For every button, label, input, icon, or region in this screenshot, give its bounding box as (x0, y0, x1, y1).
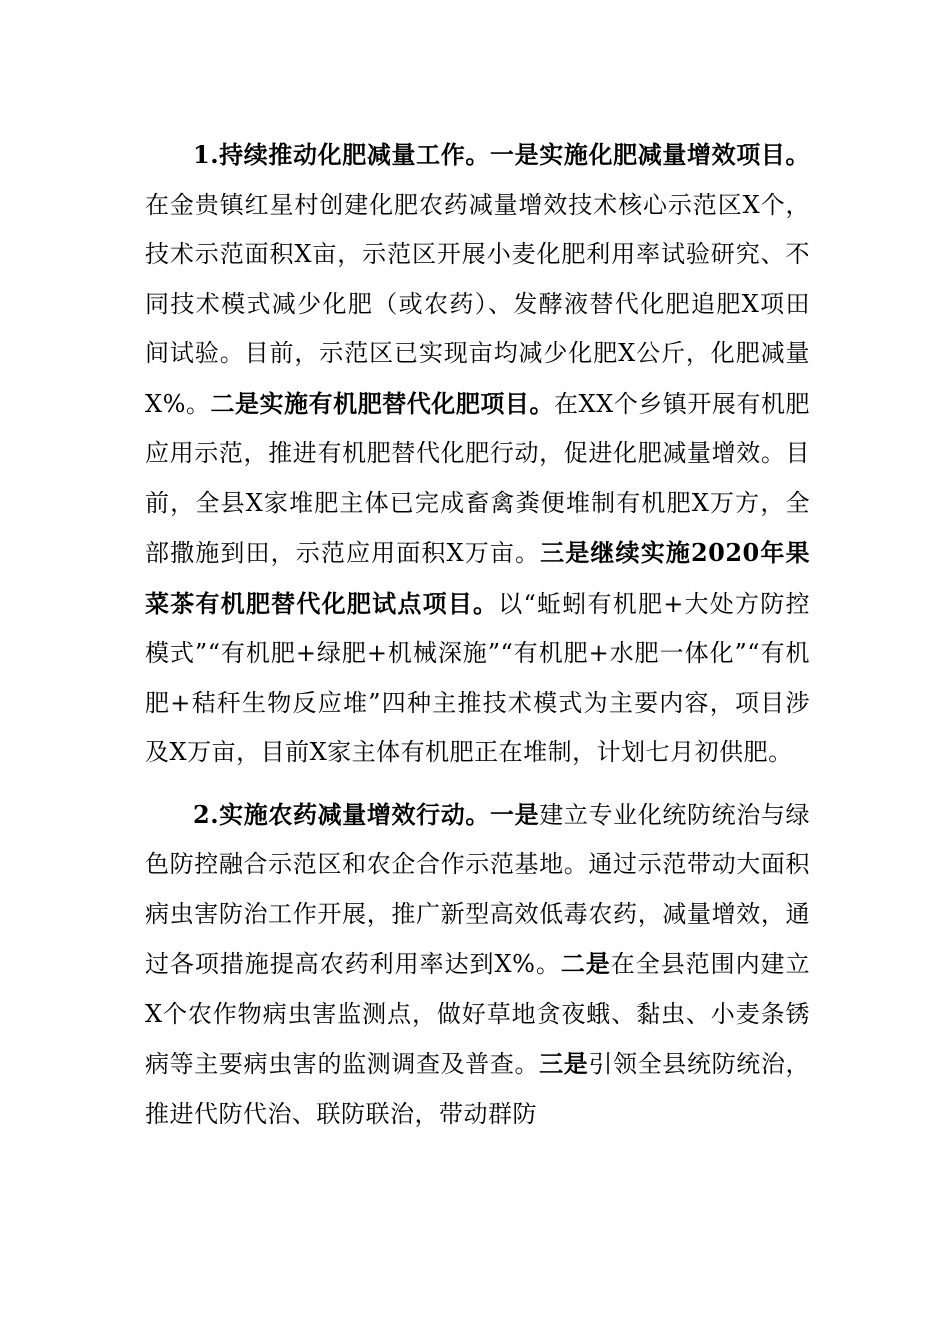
body-text: 以“蚯蚓有机肥+大处方防控模式”“有机肥+绿肥+机械深施”“有机肥+水肥一体化”“有机肥+秸秆生物反应堆”四种主推技术模式为主要内容，项目涉及X万亩，目前X家主体有机肥正在堆制，计划七月初供肥。 (145, 589, 810, 766)
body-text: 引领全县统防统治，推进代防代治、联防联治，带动群防 (145, 1050, 811, 1128)
heading-fertilizer-reduction: 1.持续推动化肥减量工作。一是实施化肥减量增效项目。 (193, 140, 810, 169)
subheading-second: 二是 (560, 949, 611, 978)
paragraph-pesticide-reduction (145, 790, 810, 1140)
body-text: 在XX个乡镇开展有机肥应用示范，推进有机肥替代化肥行动，促进化肥减量增效。目前，全县X家堆肥主体已完成畜禽粪便堆制有机肥X万方，全部撒施到田，示范应用面积X万亩。 (145, 389, 811, 567)
body-text: 在全县范围内建立X个农作物病虫害监测点，做好草地贪夜蛾、黏虫、小麦条锈病等主要病虫害的监测调查及普查。 (145, 950, 811, 1078)
paragraph-fertilizer-reduction (145, 130, 810, 778)
subheading-pilot-project: 三是继续实施2020年果菜茶有机肥替代化肥试点项目。 (145, 538, 811, 618)
body-text: 在金贵镇红星村创建化肥农药减量增效技术核心示范区X个，技术示范面积X亩，示范区开展小麦化肥利用率试验研究、不同技术模式减少化肥（或农药）、发酵液替代化肥追肥X项田间试验。目前，示范区已实现亩均减少化肥X公斤，化肥减量X%。 (145, 190, 810, 418)
heading-pesticide-reduction: 2.实施农药减量增效行动。一是 (193, 799, 540, 829)
subheading-third: 三是 (539, 1049, 589, 1078)
document-page (145, 130, 810, 1139)
subheading-organic-fertilizer: 二是实施有机肥替代化肥项目。 (210, 388, 554, 418)
body-text: 建立专业化统防统治与绿色防控融合示范区和农企合作示范基地。通过示范带动大面积病虫害防治工作开展，推广新型高效低毒农药，减量增效，通过各项措施提高农药利用率达到X%。 (145, 800, 811, 978)
